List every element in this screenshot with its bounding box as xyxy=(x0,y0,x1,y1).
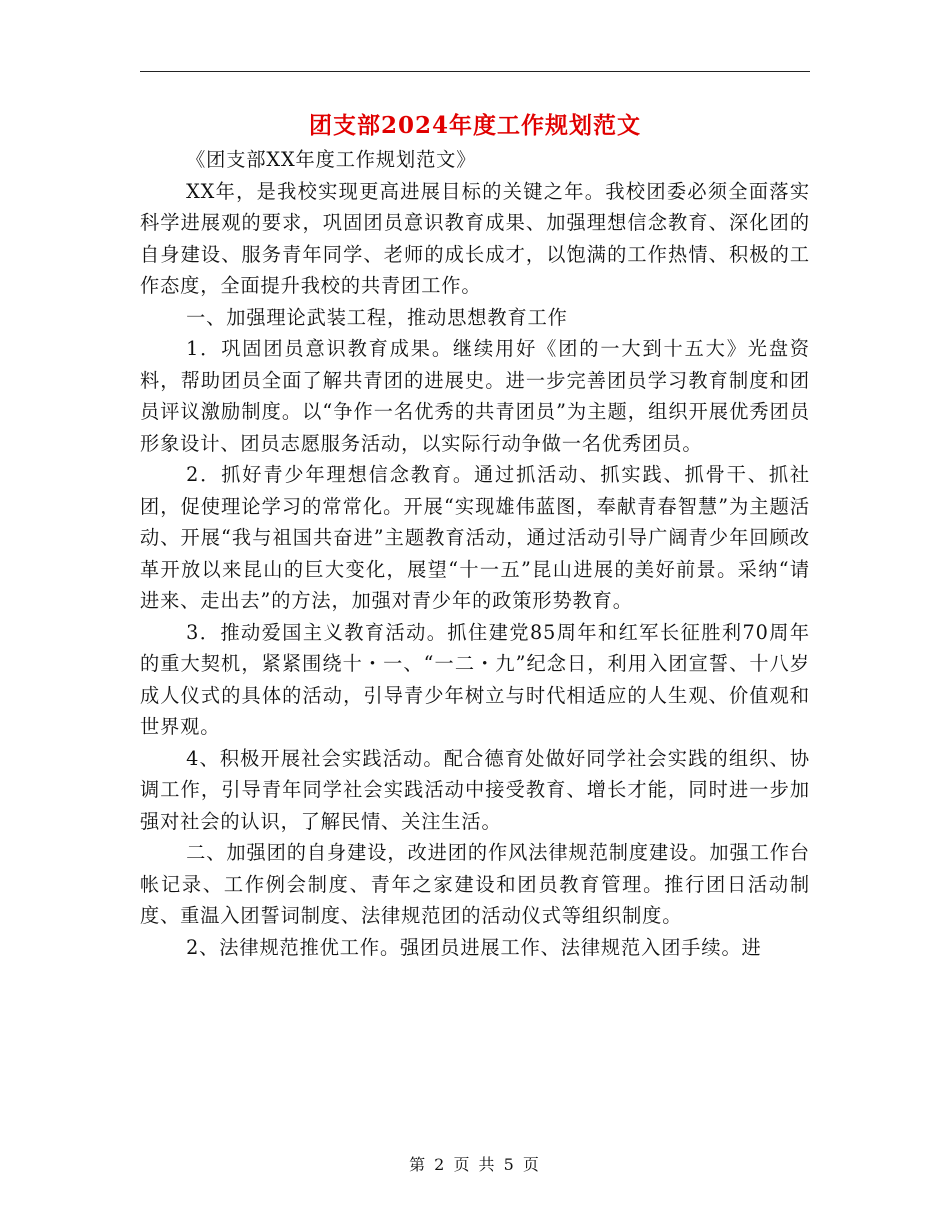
paragraph: 《团支部XX年度工作规划范文》 xyxy=(186,148,477,171)
section-heading: 一、加强理论武装工程，推动思想教育工作 xyxy=(186,305,568,329)
paragraph: 2．抓好青少年理想信念教育。通过抓活动、抓实践、抓骨干、抓社团，促使理论学习的常常化。开展“实现雄伟蓝图，奉献青春智慧”为主题活动、开展“我与祖国共奋进”主题教育活动，通过活动引导广阔青少年回顾改革开放以来昆山的巨大变化，展望“十一五”昆山进展的美好前景。采纳“请进来、走出去”的方法，加强对青少年的政策形势教育。 xyxy=(140,463,810,612)
section-heading: 二、加强团的自身建设，改进团的作风法律规范制度建设。加强工作台帐记录、工作例会制度、青年之家建设和团员教育管理。推行团日活动制度、重温入团誓词制度、法律规范团的活动仪式等组织制度。 xyxy=(140,841,810,927)
paragraph: 4、积极开展社会实践活动。配合德育处做好同学社会实践的组织、协调工作，引导青年同学社会实践活动中接受教育、增长才能，同时进一步加强对社会的认识，了解民情、关注生活。 xyxy=(140,746,810,833)
page-number: 第 2 页 共 5 页 xyxy=(409,1155,541,1174)
document-title: 团支部2024年度工作规划范文 xyxy=(308,112,641,139)
paragraph: XX年，是我校实现更高进展目标的关键之年。我校团委必须全面落实科学进展观的要求，巩固团员意识教育成果、加强理想信念教育、深化团的自身建设、服务青年同学、老师的成长成才，以饱满的工作热情、积极的工作态度，全面提升我校的共青团工作。 xyxy=(140,179,810,297)
paragraph: 1．巩固团员意识教育成果。继续用好《团的一大到十五大》光盘资料，帮助团员全面了解共青团的进展史。进一步完善团员学习教育制度和团员评议激励制度。以“争作一名优秀的共青团员”为主题，组织开展优秀团员形象设计、团员志愿服务活动，以实际行动争做一名优秀团员。 xyxy=(140,337,810,455)
paragraph: 2、法律规范推优工作。强团员进展工作、法律规范入团手续。进 xyxy=(186,935,762,959)
paragraph: 3．推动爱国主义教育活动。抓住建党85周年和红军长征胜利70周年的重大契机，紧紧围绕十・一、“一二・九”纪念日，利用入团宣誓、十八岁成人仪式的具体的活动，引导青少年树立与时代相适应的人生观、价值观和世界观。 xyxy=(140,620,810,738)
document-body xyxy=(140,144,810,963)
header-rule xyxy=(140,71,810,72)
